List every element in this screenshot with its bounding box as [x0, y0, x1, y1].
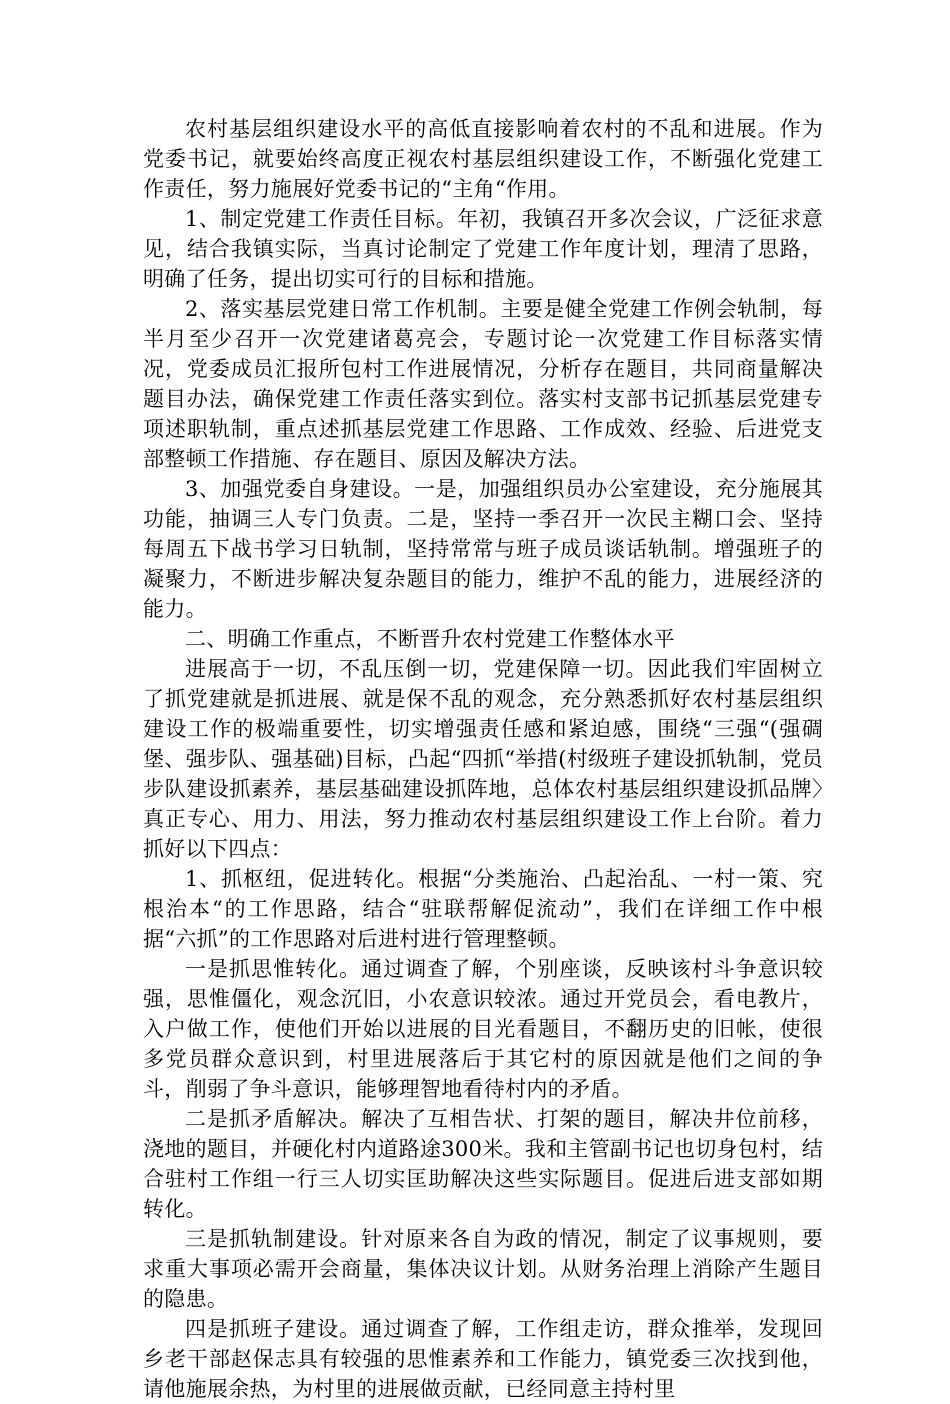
paragraph-item-1: 1、制定党建工作责任目标。年初，我镇召开多次会议，广泛征求意见，结合我镇实际，当真讨论制定了党建工作年度计划，理清了思路，明确了任务，提出切实可行的目标和措施。 — [143, 207, 823, 291]
paragraph-section-2-intro: 进展高于一切，不乱压倒一切，党建保障一切。因此我们牢固树立了抓党建就是抓进展、就是保不乱的观念，充分熟悉抓好农村基层组织建设工作的极端重要性，切实增强责任感和紧迫感，围绕“三强“(强碉堡、强步队、强基础)目标，凸起“四抓“举措(村级班子建设抓轨制，党员步队建设抓素养，基层基础建设抓阵地，总体农村基层组织建设抓品牌〉真正专心、用力、用法，努力推动农村基层组织建设工作上台阶。着力抓好以下四点： — [143, 657, 823, 861]
paragraph-point-4: 四是抓班子建设。通过调查了解，工作组走访，群众推举，发现回乡老干部赵保志具有较强的思惟素养和工作能力，镇党委三次找到他，请他施展余热，为村里的进展做贡献，已经同意主持村里 — [143, 1317, 823, 1401]
paragraph-item-3: 3、加强党委自身建设。一是，加强组织员办公室建设，充分施展其功能，抽调三人专门负责。二是，坚持一季召开一次民主糊口会、坚持每周五下战书学习日轨制，坚持常常与班子成员谈话轨制。增强班子的凝聚力，不断进步解决复杂题目的能力，维护不乱的能力，进展经济的能力。 — [143, 477, 823, 621]
paragraph-item-2: 2、落实基层党建日常工作机制。主要是健全党建工作例会轨制，每半月至少召开一次党建诸葛亮会，专题讨论一次党建工作目标落实情况，党委成员汇报所包村工作进展情况，分析存在题目，共同商量解决题目办法，确保党建工作责任落实到位。落实村支部书记抓基层党建专项述职轨制，重点述抓基层党建工作思路、工作成效、经验、后进党支部整顿工作措施、存在题目、原因及解决方法。 — [143, 297, 823, 471]
paragraph-sub-1: 1、抓枢纽，促进转化。根据“分类施治、凸起治乱、一村一策、究根治本“的工作思路，结合“驻联帮解促流动”，我们在详细工作中根据“六抓”的工作思路对后进村进行管理整顿。 — [143, 867, 823, 951]
paragraph-point-3: 三是抓轨制建设。针对原来各自为政的情况，制定了议事规则，要求重大事项必需开会商量，集体决议计划。从财务治理上消除产生题目的隐患。 — [143, 1227, 823, 1311]
paragraph-intro: 农村基层组织建设水平的高低直接影响着农村的不乱和进展。作为党委书记，就要始终高度正视农村基层组织建设工作，不断强化党建工作责任，努力施展好党委书记的“主角“作用。 — [143, 117, 823, 201]
paragraph-point-1: 一是抓思惟转化。通过调查了解，个别座谈，反映该村斗争意识较强，思惟僵化，观念沉旧，小农意识较浓。通过开党员会，看电教片，入户做工作，使他们开始以进展的目光看题目，不翻历史的旧帐，使很多党员群众意识到，村里进展落后于其它村的原因就是他们之间的争斗，削弱了争斗意识，能够理智地看待村内的矛盾。 — [143, 957, 823, 1101]
document-page — [143, 114, 823, 1404]
paragraph-point-2: 二是抓矛盾解决。解决了互相告状、打架的题目，解决井位前移，浇地的题目，并硬化村内道路途300米。我和主管副书记也切身包村，结合驻村工作组一行三人切实匡助解决这些实际题目。促进后进支部如期转化。 — [143, 1107, 823, 1221]
section-heading-2: 二、明确工作重点，不断晋升农村党建工作整体水平 — [185, 627, 675, 651]
